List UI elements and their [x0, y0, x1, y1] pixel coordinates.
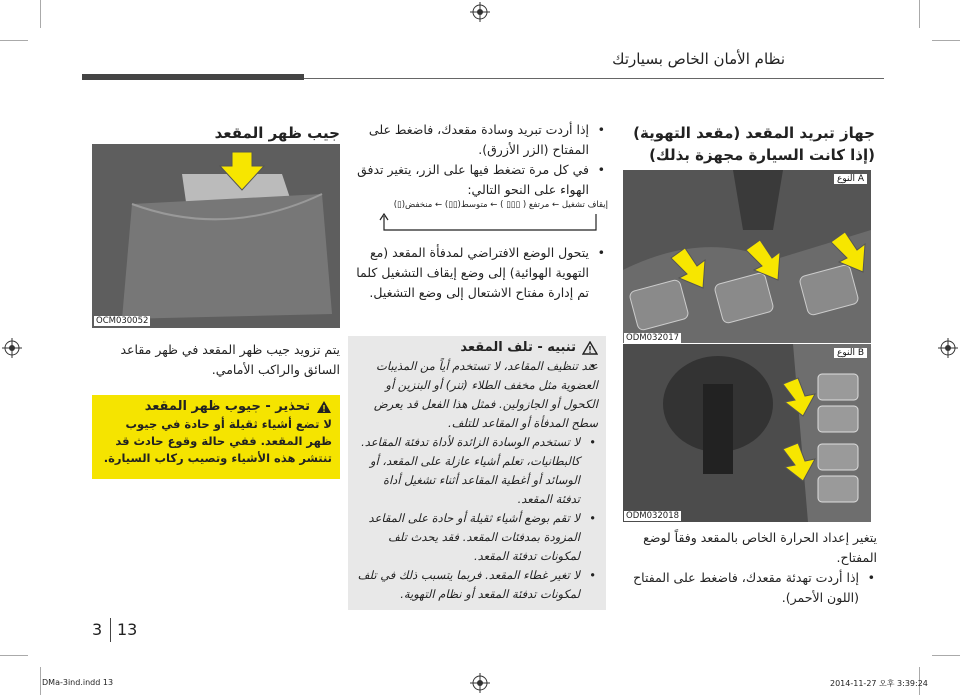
seat-ventilation-heading — [615, 122, 875, 166]
page-number-divider — [110, 618, 111, 642]
heading-line-1: جهاز تبريد المقعد (مقعد التهوية) — [633, 124, 875, 142]
crop-mark — [932, 40, 960, 41]
warning-box — [92, 395, 340, 479]
airflow-sequence: إيقاف تشغيل ← مرتفع ( ▯▯▯ ) ← متوسط(▯▯) ← منخفض(▯) — [393, 200, 608, 210]
crop-mark — [919, 0, 920, 28]
seatback-figure-code: OCM030052 — [96, 316, 149, 326]
caution-triangle-icon — [582, 341, 598, 355]
figure-type-b — [623, 344, 871, 522]
caution-item: • عند تنظيف المقاعد، لا تستخدم أياً من المذيبات العضوية مثل مخفف الطلاء (تنر) أو البنزين أو الكحول أو الجازولين. فمثل هذا الفعل قد يعرض سطح المدفأة أو المقاعد للتلف. — [356, 357, 598, 433]
right-column-body — [615, 528, 877, 608]
figure-b-type-label: النوع B — [834, 348, 867, 358]
warning-text: لا تضع أشياء ثقيلة أو حادة في جيوب ظهر المقعد. ففي حالة وقوع حادث قد تنتشر هذه الأشياء وتصيب ركاب السيارة. — [103, 417, 332, 465]
caution-item: • لا تغير غطاء المقعد. فربما يتسبب ذلك في تلف لمكونات تدفئة المقعد أو نظام التهوية. — [356, 566, 598, 604]
middle-column-body — [345, 120, 607, 200]
seat-switch-illustration-a — [623, 170, 871, 343]
crop-mark — [40, 0, 41, 28]
crop-mark — [0, 40, 28, 41]
airflow-return-arrow — [378, 212, 600, 238]
crop-mark — [40, 667, 41, 695]
figure-a-type-label: النوع A — [834, 174, 867, 184]
seat-switch-illustration-b — [623, 344, 871, 522]
page-number: 13 — [117, 620, 138, 639]
figure-type-a — [623, 170, 871, 343]
chapter-title: نظام الأمان الخاص بسيارتك — [612, 50, 785, 68]
heading-line-2: (إذا كانت السيارة مجهزة بذلك) — [649, 146, 875, 164]
crop-mark — [932, 655, 960, 656]
caution-box — [348, 336, 606, 610]
seatback-para: يتم تزويد جيب ظهر المقعد في ظهر مقاعد السائق والراكب الأمامي. — [120, 342, 340, 377]
seatback-pocket-figure — [92, 144, 340, 328]
warning-title: تحذير - جيوب ظهر المقعد — [144, 399, 310, 414]
default-mode-block — [345, 243, 607, 303]
red-button-bullet: • إذا أردت تهدئة مقعدك، فاضغط على المفتاح (اللون الأحمر). — [615, 568, 877, 608]
indd-filename: DMa-3ind.indd 13 — [42, 678, 114, 687]
warning-triangle-icon — [316, 400, 332, 414]
blue-button-bullet: • إذا أردت تبريد وسادة مقعدك، فاضغط على المفتاح (الزر الأزرق). — [345, 120, 607, 160]
crop-mark — [0, 655, 28, 656]
caution-item: • لا تقم بوضع أشياء ثقيلة أو حادة على المقاعد المزودة بمدفئات المقعد. فقد يحدث تلف لمكونات تدفئة المقعد. — [356, 509, 598, 566]
seatback-pocket-heading: جيب ظهر المقعد — [214, 124, 340, 142]
seatback-pocket-illustration — [92, 144, 340, 328]
section-number: 3 — [92, 620, 103, 639]
registration-mark-right — [938, 338, 958, 358]
seatback-pocket-heading-wrap — [90, 122, 340, 144]
caution-header — [348, 336, 606, 357]
registration-mark-bottom — [470, 673, 490, 693]
registration-mark-top — [470, 2, 490, 22]
caution-title: تنبيه - تلف المقعد — [460, 340, 576, 355]
caution-item: • لا تستخدم الوسادة الزائدة لأداة تدفئة المقاعد. كالبطانيات، تعلم أشياء عازلة على المقعد، أو الوسائد أو أغطية المقاعد أثناء تشغيل أداة تدفئة المقعد. — [356, 433, 598, 509]
registration-mark-left — [2, 338, 22, 358]
caution-list — [348, 357, 606, 604]
seatback-body — [90, 340, 340, 380]
airflow-bullet: • في كل مرة تضغط فيها على الزر، يتغير تدفق الهواء على النحو التالي: — [345, 160, 607, 200]
temperature-para: يتغير إعداد الحرارة الخاص بالمقعد وفقاً لوضع المفتاح. — [643, 530, 877, 565]
header-rule — [304, 78, 884, 79]
header-bar — [82, 74, 304, 80]
figure-a-code: ODM032017 — [626, 333, 680, 343]
default-mode-bullet: • يتحول الوضع الافتراضي لمدفأة المقعد (مع التهوية الهوائية) إلى وضع إيقاف التشغيل كلما تم إدارة مفتاح الاشتعال إلى وضع التشغيل. — [345, 243, 607, 303]
warning-header — [92, 395, 340, 416]
figure-b-code: ODM032018 — [626, 511, 680, 521]
print-timestamp: 2014-11-27 오후 3:39:24 — [830, 679, 928, 688]
